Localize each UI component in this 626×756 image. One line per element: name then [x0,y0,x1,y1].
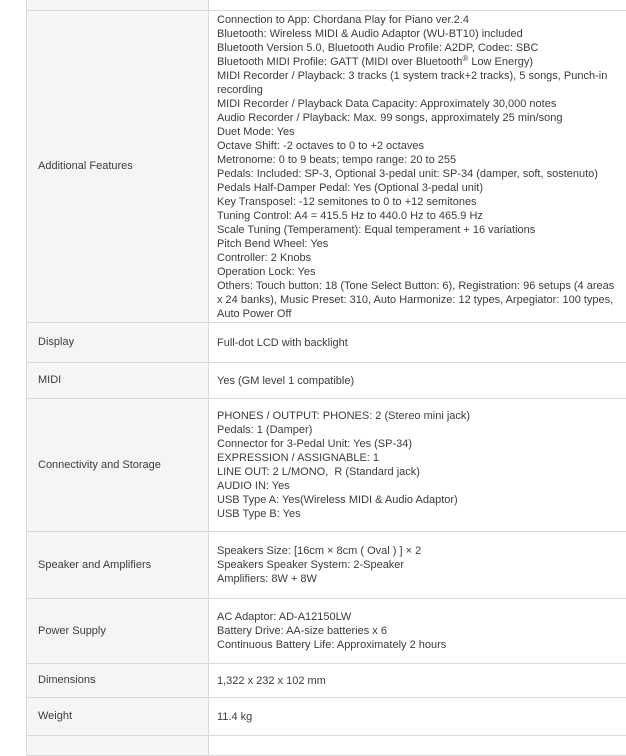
spec-line: Others: Touch button: 18 (Tone Select Button: 6), Registration: 96 setups (4 areas x 24 banks), Music Preset: 310, Auto Harmonize: 12 types, Arpegiator: 100 types, Auto Power Off [217,279,618,320]
spec-line: Connector for 3-Pedal Unit: Yes (SP-34) [217,438,413,450]
table-row-dimensions [27,664,626,698]
spec-value-cell [209,599,626,663]
table-row-partial-top [27,0,626,11]
spec-line: Key Transposel: -12 semitones to 0 to +12 semitones [217,195,477,208]
registered-trademark-symbol: ® [462,53,469,63]
table-row-connectivity-and-storage [27,399,626,532]
spec-line: Octave Shift: -2 octaves to 0 to +2 octaves [217,139,424,152]
table-row-speaker-and-amplifiers [27,532,626,599]
spec-line: Speakers Size: [16cm × 8cm ( Oval ) ] × 2 [217,545,422,557]
spec-line: 1,322 x 232 x 102 mm [217,674,326,687]
spec-value-cell [209,736,626,755]
spec-line: Yes (GM level 1 compatible) [217,374,355,387]
spec-line: USB Type B: Yes [217,508,301,520]
spec-line: Pedals: 1 (Damper) [217,424,313,436]
spec-line: LINE OUT: 2 L/MONO, R (Standard jack) [217,466,420,478]
spec-label-cell [27,698,209,735]
spec-label: Power Supply [38,624,106,637]
spec-line: Bluetooth: Wireless MIDI & Audio Adaptor (WU-BT10) included [217,27,523,40]
spec-label-cell [27,323,209,362]
spec-value-cell [209,11,626,322]
table-row-weight [27,698,626,736]
spec-value-cell [209,664,626,697]
spec-label: Weight [38,710,73,722]
spec-value-cell [209,399,626,531]
spec-label-cell [27,664,209,697]
spec-label-cell [27,0,209,10]
spec-line: Connection to App: Chordana Play for Piano ver.2.4 [217,13,469,26]
spec-line-text: Low Energy) [468,55,534,68]
spec-table [26,0,626,756]
spec-line: MIDI Recorder / Playback: 3 tracks (1 system track+2 tracks), 5 songs, Punch-in recording [217,69,611,96]
spec-label: Additional Features [38,160,133,172]
table-row-midi [27,363,626,399]
spec-line: EXPRESSION / ASSIGNABLE: 1 [217,452,380,464]
spec-line: Battery Drive: AA-size batteries x 6 [217,625,387,637]
spec-value-cell [209,698,626,735]
spec-label-cell [27,399,209,531]
table-row-partial-bottom [27,736,626,756]
spec-line: Metronome: 0 to 9 beats; tempo range: 20 to 255 [217,153,457,166]
spec-label-cell [27,532,209,598]
spec-line: Speakers Speaker System: 2-Speaker [217,559,405,571]
spec-line: Full-dot LCD with backlight [217,336,348,349]
spec-label: MIDI [38,374,62,386]
table-row-power-supply [27,599,626,664]
spec-label-cell [27,599,209,663]
spec-line: MIDI Recorder / Playback Data Capacity: Approximately 30,000 notes [217,97,557,110]
spec-line: Continuous Battery Life: Approximately 2 hours [217,639,447,651]
spec-line: Audio Recorder / Playback: Max. 99 songs, approximately 25 min/song [217,111,563,124]
spec-line: AUDIO IN: Yes [217,480,290,492]
spec-value-cell [209,532,626,598]
spec-line: AC Adaptor: AD-A12150LW [217,611,352,623]
spec-label-cell [27,11,209,322]
spec-line: Controller: 2 Knobs [217,251,312,264]
spec-value-cell [209,323,626,362]
spec-line: Bluetooth Version 5.0, Bluetooth Audio Profile: A2DP, Codec: SBC [217,41,539,54]
spec-label: Display [38,336,75,348]
spec-label-cell [27,363,209,398]
spec-line-text: Bluetooth MIDI Profile: GATT (MIDI over Bluetooth [217,55,463,68]
spec-line: 11.4 kg [217,710,253,723]
spec-line: Amplifiers: 8W + 8W [217,573,317,585]
spec-line: Pedals: Included: SP-3, Optional 3-pedal unit: SP-34 (damper, soft, sostenuto) [217,167,598,180]
spec-line: Pedals Half-Damper Pedal: Yes (Optional 3-pedal unit) [217,181,483,194]
spec-value-cell [209,363,626,398]
table-row-additional-features [27,11,626,323]
spec-line: Tuning Control: A4 = 415.5 Hz to 440.0 Hz to 465.9 Hz [217,209,483,222]
spec-line-bluetooth-midi-profile [217,55,618,69]
spec-label-cell [27,736,209,755]
spec-line: USB Type A: Yes(Wireless MIDI & Audio Adaptor) [217,494,458,506]
spec-value-cell [209,0,626,10]
spec-line: PHONES / OUTPUT: PHONES: 2 (Stereo mini jack) [217,410,471,422]
spec-label: Connectivity and Storage [38,458,161,471]
spec-line: Duet Mode: Yes [217,125,295,138]
table-row-display [27,323,626,363]
spec-label: Speaker and Amplifiers [38,558,152,571]
spec-line: Operation Lock: Yes [217,265,316,278]
spec-line: Pitch Bend Wheel: Yes [217,237,329,250]
spec-label: Dimensions [38,674,96,686]
spec-line: Scale Tuning (Temperament): Equal temperament + 16 variations [217,223,536,236]
